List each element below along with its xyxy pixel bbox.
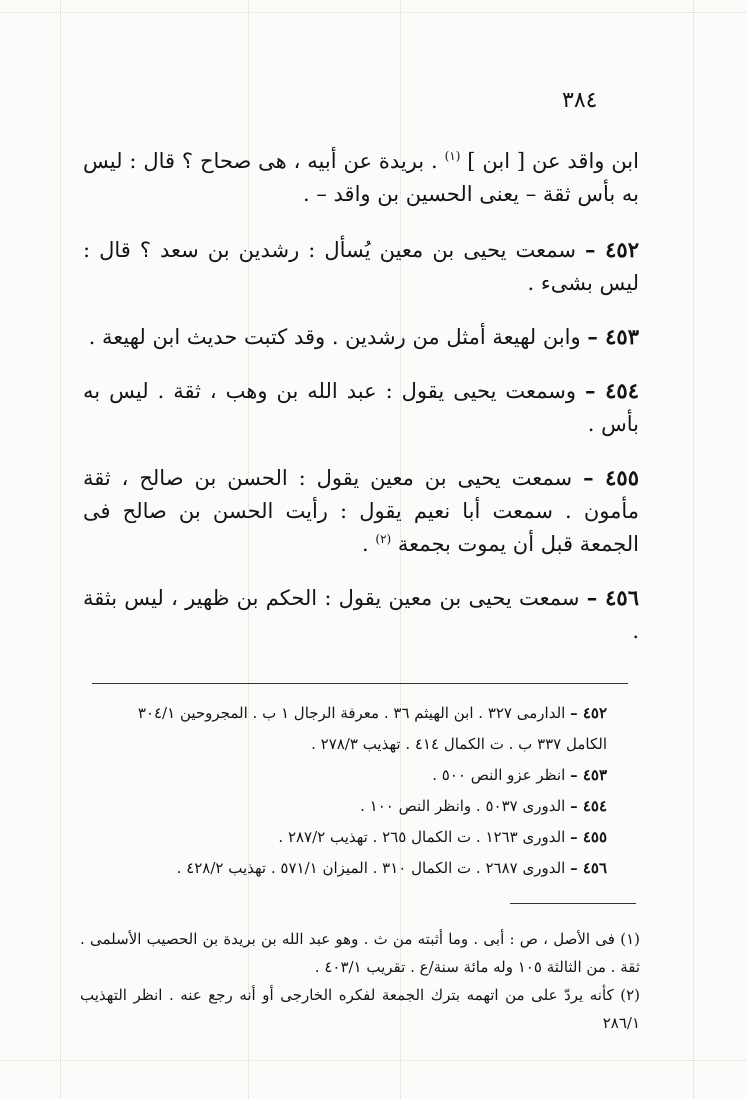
source-references (83, 698, 607, 884)
source-line: ٤٥٥ – الدورى ١٢٦٣ . ت الكمال ٢٦٥ . تهذيب ٢٨٧/٢ . (278, 828, 607, 846)
paragraph-452: ٤٥٢ – سمعت يحيى بن معين يُسأل : رشدين بن سعد ؟ قال : ليس بشىء . (83, 237, 639, 295)
footnote-ref: (١) (444, 149, 461, 163)
source-line: الكامل ٣٣٧ ب . ت الكمال ٤١٤ . تهذيب ٢٧٨/٣ . (311, 735, 607, 753)
entry-number: ٤٥٣ – (587, 324, 639, 349)
footnote: (١) فى الأصل ، ص : أبى . وما أثبته من ث . وهو عبد الله بن بريدة بن الحصيب الأسلمى . ثقة . من الثالثة ١٠٥ وله مائة سنة/ع . تقريب ٤٠٣/١ . (80, 930, 640, 976)
source-line: ٤٥٢ – الدارمى ٣٢٧ . ابن الهيثم ٣٦ . معرفة الرجال ١ ب . المجروحين ٣٠٤/١ (137, 704, 607, 722)
entry-number: ٤٥٦ – (586, 585, 639, 610)
paragraph-455: ٤٥٥ – سمعت يحيى بن معين يقول : الحسن بن صالح ، ثقة مأمون . سمعت أبا نعيم يقول : رأيت الحسن بن صالح فى الجمعة قبل أن يموت بجمعة $^{(٢)}$ . (83, 465, 639, 556)
entry-number: ٤٥٥ – (583, 465, 639, 490)
footnotes (80, 925, 640, 1037)
paragraph-intro: ابن واقد عن [ ابن ] $^{(١)}$ . بريدة عن أبيه ، هى صحاح ؟ قال : ليس به بأس ثقة – يعنى الحسين بن واقد – . (83, 149, 639, 206)
entry-number: ٤٥٤ – (585, 378, 639, 403)
footnote: (٢) كأنه يردّ على من اتهمه بترك الجمعة لفكره الخارجى أو أنه رجع عنه . انظر التهذيب ٢٨٦/١ (80, 986, 640, 1032)
source-line: ٤٥٣ – انظر عزو النص ٥٠٠ . (432, 766, 607, 784)
source-line: ٤٥٦ – الدورى ٢٦٨٧ . ت الكمال ٣١٠ . الميزان ٥٧١/١ . تهذيب ٤٢٨/٢ . (176, 859, 607, 877)
scan-rule (0, 12, 747, 13)
paragraph-454: ٤٥٤ – وسمعت يحيى يقول : عبد الله بن وهب ، ثقة . ليس به بأس . (83, 378, 639, 436)
scan-rule (693, 0, 694, 1099)
page-number: ٣٨٤ (562, 88, 598, 113)
notes-separator (510, 903, 636, 904)
scan-rule (0, 1060, 747, 1061)
entry-number: ٤٥٢ – (584, 237, 639, 262)
main-text (83, 145, 639, 668)
scan-rule (60, 0, 61, 1099)
footnote-ref: (٢) (375, 532, 392, 546)
paragraph-456: ٤٥٦ – سمعت يحيى بن معين يقول : الحكم بن ظهير ، ليس بثقة . (83, 585, 639, 643)
footnote-separator (92, 683, 628, 684)
paragraph-453: ٤٥٣ – وابن لهيعة أمثل من رشدين . وقد كتبت حديث ابن لهيعة . (88, 324, 639, 349)
source-line: ٤٥٤ – الدورى ٥٠٣٧ . وانظر النص ١٠٠ . (360, 797, 607, 815)
